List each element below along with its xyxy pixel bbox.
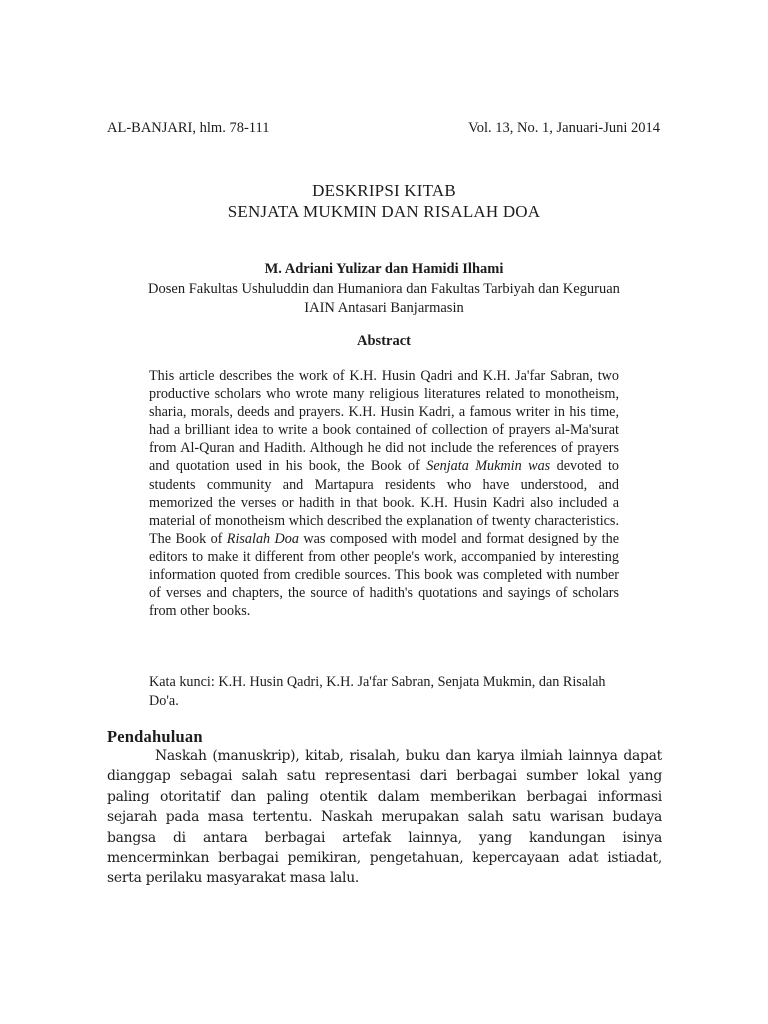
abstract-text-1: This article describes the work of K.H. Husin Qadri and K.H. Ja'far Sabran, two productive scholars who wrote many religious literatures related to monotheism, sharia, morals, deeds and prayers. K.H. Husin Kadri, a famous writer in his time, had a brilliant idea to write a book contained of collection of prayers al-Ma'surat from Al-Quran and Hadith. Although he did not include the references of prayers and quotation used in his book, the Book of xyxy=(149,368,619,475)
journal-name: AL-BANJARI, hlm. 78-111 xyxy=(107,120,270,136)
section-heading: Pendahuluan xyxy=(107,727,203,746)
running-header xyxy=(107,120,660,137)
intro-body xyxy=(107,746,662,889)
keywords: Kata kunci: K.H. Husin Qadri, K.H. Ja'far Sabran, Senjata Mukmin, dan Risalah Do'a. xyxy=(149,674,606,709)
authors: M. Adriani Yulizar dan Hamidi Ilhami xyxy=(264,261,504,277)
abstract-text-2: devoted to students community and Martapura residents who have understood, and memorized the verses or hadith in that book. K.H. Husin Kadri also included a material of monotheism which described the explanation of twenty characteristics. The Book of xyxy=(149,458,619,547)
affiliation-line-2: IAIN Antasari Banjarmasin xyxy=(304,300,464,316)
title-line-2: SENJATA MUKMIN DAN RISALAH DOA xyxy=(227,202,541,221)
article-title xyxy=(0,180,768,222)
book-title-risalah-doa: Risalah Doa xyxy=(226,530,299,547)
affiliation xyxy=(0,280,768,318)
volume-info: Vol. 13, No. 1, Januari-Juni 2014 xyxy=(468,120,660,136)
title-line-1: DESKRIPSI KITAB xyxy=(312,181,456,200)
book-title-senjata-mukmin: Senjata Mukmin was xyxy=(426,458,551,475)
abstract-text-3: was composed with model and format designed by the editors to make it different from other people's work, accompanied by interesting information quoted from credible sources. This book was completed with number of verses and chapters, the source of hadith's quotations and sayings of scholars from other books. xyxy=(149,530,620,620)
affiliation-line-1: Dosen Fakultas Ushuluddin dan Humaniora dan Fakultas Tarbiyah dan Keguruan xyxy=(148,281,620,297)
abstract-body xyxy=(149,367,619,620)
abstract-paragraph xyxy=(149,367,619,620)
intro-paragraph: Naskah (manuskrip), kitab, risalah, buku dan karya ilmiah lainnya dapat dianggap sebagai salah satu representasi dari berbagai sumber lokal yang paling otoritatif dan paling otentik dalam memberikan berbagai informasi sejarah pada masa tertentu. Naskah merupakan salah satu warisan budaya bangsa di antara berbagai artefak lainnya, yang kandungan isinya mencerminkan berbagai pemikiran, pengetahuan, kepercayaan adat istiadat, serta perilaku masyarakat masa lalu. xyxy=(107,748,662,887)
abstract-heading: Abstract xyxy=(357,333,411,349)
